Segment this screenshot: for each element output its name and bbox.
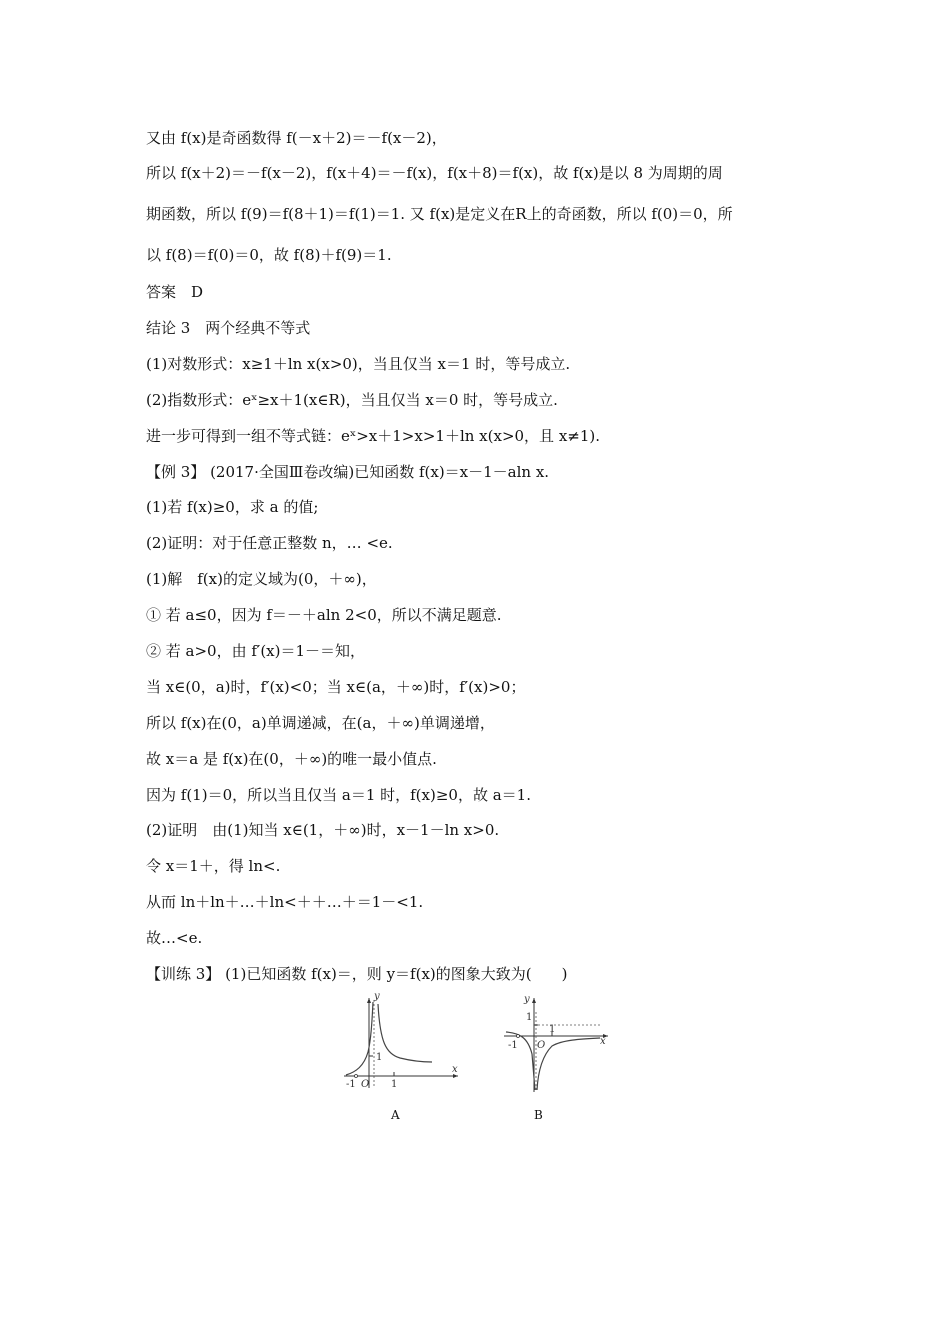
text-line: 进一步可得到一组不等式链：eˣ>x＋1>x>1＋ln x(x>0，且 x≠1).: [146, 427, 601, 445]
text-line: 所以 f(x＋2)＝－f(x－2)，f(x＋4)＝－f(x)，f(x＋8)＝f(x)，故 f(x)是以 8 为周期的周: [146, 164, 723, 182]
text-line: 以 f(8)＝f(0)＝0，故 f(8)＋f(9)＝1.: [146, 246, 392, 264]
example-heading: 【例 3】 (2017·全国Ⅲ卷改编)已知函数 f(x)＝x－1－aln x.: [146, 463, 550, 481]
graph-a-caption: A: [391, 1108, 400, 1122]
text-line: (2)指数形式：eˣ≥x＋1(x∈R)，当且仅当 x＝0 时，等号成立.: [146, 391, 558, 409]
text-line: 当 x∈(0，a)时，f′(x)<0；当 x∈(a，＋∞)时，f′(x)>0；: [146, 678, 526, 696]
graph-b-caption: B: [534, 1108, 543, 1122]
text-line: ① 若 a≤0，因为 f＝－＋aln 2<0，所以不满足题意.: [146, 606, 502, 624]
graph-b-svg: [500, 992, 615, 1097]
graph-a-origin: O: [361, 1079, 370, 1090]
graph-b-neg-one: -1: [508, 1040, 518, 1051]
answer-line: 答案 D: [146, 283, 204, 301]
graph-b-one-x: 1: [549, 1024, 556, 1035]
text-line: 又由 f(x)是奇函数得 f(－x＋2)＝－f(x－2)，: [146, 129, 447, 147]
text-line: 令 x＝1＋，得 ln<.: [146, 857, 281, 875]
text-line: 从而 ln＋ln＋…＋ln<＋＋…＋＝1－<1.: [146, 893, 424, 911]
graph-a-one-x: 1: [391, 1079, 398, 1090]
text-line: (2)证明：对于任意正整数 n，… <e.: [146, 534, 393, 552]
graph-b-origin: O: [537, 1040, 546, 1051]
section-heading: 结论 3 两个经典不等式: [146, 319, 311, 337]
text-line: 所以 f(x)在(0，a)单调递减，在(a，＋∞)单调递增，: [146, 714, 495, 732]
graph-b-y-label: y: [524, 994, 530, 1005]
exercise-heading: 【训练 3】 (1)已知函数 f(x)＝，则 y＝f(x)的图象大致为( ): [146, 965, 568, 983]
graph-a-x-label: x: [452, 1064, 458, 1075]
graph-a-svg: [336, 992, 466, 1092]
graph-a-one-y: 1: [376, 1052, 383, 1063]
text-line: (2)证明 由(1)知当 x∈(1，＋∞)时，x－1－ln x>0.: [146, 821, 500, 839]
graph-a-y-label: y: [374, 992, 380, 1002]
text-line: 因为 f(1)＝0，所以当且仅当 a＝1 时，f(x)≥0，故 a＝1.: [146, 786, 531, 804]
graph-b-one-y: 1: [526, 1012, 533, 1023]
text-line: (1)解 f(x)的定义域为(0，＋∞)，: [146, 570, 377, 588]
text-line: ② 若 a>0，由 f′(x)＝1－＝知，: [146, 642, 366, 660]
text-line: (1)对数形式：x≥1＋ln x(x>0)，当且仅当 x＝1 时，等号成立.: [146, 355, 571, 373]
text-line: 故 x＝a 是 f(x)在(0，＋∞)的唯一最小值点.: [146, 750, 437, 768]
graph-a: [336, 992, 466, 1092]
text-line: 期函数，所以 f(9)＝f(8＋1)＝f(1)＝1. 又 f(x)是定义在R上的奇函数，所以 f(0)＝0，所: [146, 205, 733, 223]
graph-a-neg-one: -1: [346, 1079, 356, 1090]
graph-b-x-label: x: [600, 1036, 606, 1047]
graph-b: [500, 992, 615, 1097]
text-line: 故…<e.: [146, 929, 203, 947]
text-line: (1)若 f(x)≥0，求 a 的值;: [146, 498, 319, 516]
